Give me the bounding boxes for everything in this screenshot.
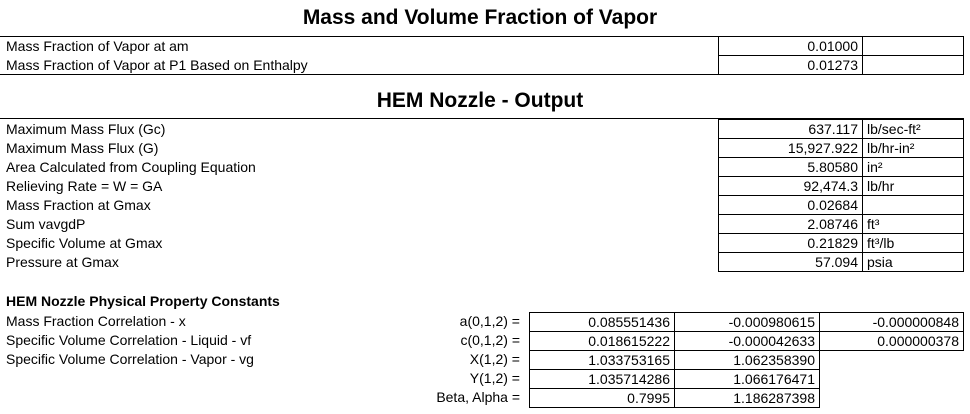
output-row-value: 15,927.922 — [718, 138, 863, 158]
output-row-unit — [862, 195, 964, 215]
output-row-label: Specific Volume at Gmax — [6, 235, 163, 251]
output-row-label: Pressure at Gmax — [6, 254, 119, 270]
output-row-value: 57.094 — [718, 252, 863, 272]
constants-row-label: Mass Fraction Correlation - x — [6, 313, 186, 329]
output-row-unit: ft³ — [862, 214, 964, 234]
output-row-unit: lb/hr-in² — [862, 138, 964, 158]
output-row-value: 637.117 — [718, 119, 863, 139]
output-row-unit: psia — [862, 252, 964, 272]
constants-row-key: c(0,1,2) = — [460, 332, 520, 348]
output-row-value: 2.08746 — [718, 214, 863, 234]
output-row-label: Relieving Rate = W = GA — [6, 178, 163, 194]
constants-row-key: X(1,2) = — [469, 351, 520, 367]
constants-value-1: 1.033753165 — [529, 350, 675, 370]
constants-row-label: Specific Volume Correlation - Liquid - vf — [6, 332, 252, 348]
output-row-unit: in² — [862, 157, 964, 177]
constants-value-2: -0.000980615 — [674, 312, 820, 332]
constants-value-1: 0.7995 — [529, 388, 675, 408]
output-row-unit: ft³/lb — [862, 233, 964, 253]
vapor-section-title: Mass and Volume Fraction of Vapor — [302, 6, 658, 29]
constants-value-2: 1.062358390 — [674, 350, 820, 370]
output-row-label: Sum vavgdP — [6, 216, 86, 232]
constants-section-title: HEM Nozzle Physical Property Constants — [6, 293, 280, 309]
output-row-label: Maximum Mass Flux (Gc) — [6, 121, 166, 137]
vapor-row-unit — [862, 55, 964, 75]
constants-value-1: 1.035714286 — [529, 369, 675, 389]
constants-value-3: -0.000000848 — [819, 312, 964, 332]
output-row-value: 0.02684 — [718, 195, 863, 215]
output-row-value: 0.21829 — [718, 233, 863, 253]
divider — [0, 74, 964, 75]
constants-value-1: 0.018615222 — [529, 331, 675, 351]
constants-value-1: 0.085551436 — [529, 312, 675, 332]
constants-row-label: Specific Volume Correlation - Vapor - vg — [6, 351, 254, 367]
constants-value-3: 0.000000378 — [819, 331, 964, 351]
output-row-value: 92,474.3 — [718, 176, 863, 196]
constants-row-key: Beta, Alpha = — [436, 389, 520, 405]
vapor-row-unit — [862, 36, 964, 56]
constants-value-2: 1.066176471 — [674, 369, 820, 389]
output-row-unit: lb/sec-ft² — [862, 119, 964, 139]
vapor-row-label: Mass Fraction of Vapor at am — [6, 38, 189, 54]
vapor-row-value: 0.01000 — [718, 36, 863, 56]
output-row-label: Area Calculated from Coupling Equation — [6, 159, 256, 175]
output-row-value: 5.80580 — [718, 157, 863, 177]
output-row-unit: lb/hr — [862, 176, 964, 196]
constants-row-key: Y(1,2) = — [469, 370, 520, 386]
constants-value-2: -0.000042633 — [674, 331, 820, 351]
output-section-title: HEM Nozzle - Output — [376, 89, 584, 112]
constants-value-2: 1.186287398 — [674, 388, 820, 408]
output-row-label: Maximum Mass Flux (G) — [6, 140, 159, 156]
vapor-row-value: 0.01273 — [718, 55, 863, 75]
constants-row-key: a(0,1,2) = — [459, 313, 520, 329]
output-row-label: Mass Fraction at Gmax — [6, 197, 151, 213]
vapor-row-label: Mass Fraction of Vapor at P1 Based on Enthalpy — [6, 57, 308, 73]
